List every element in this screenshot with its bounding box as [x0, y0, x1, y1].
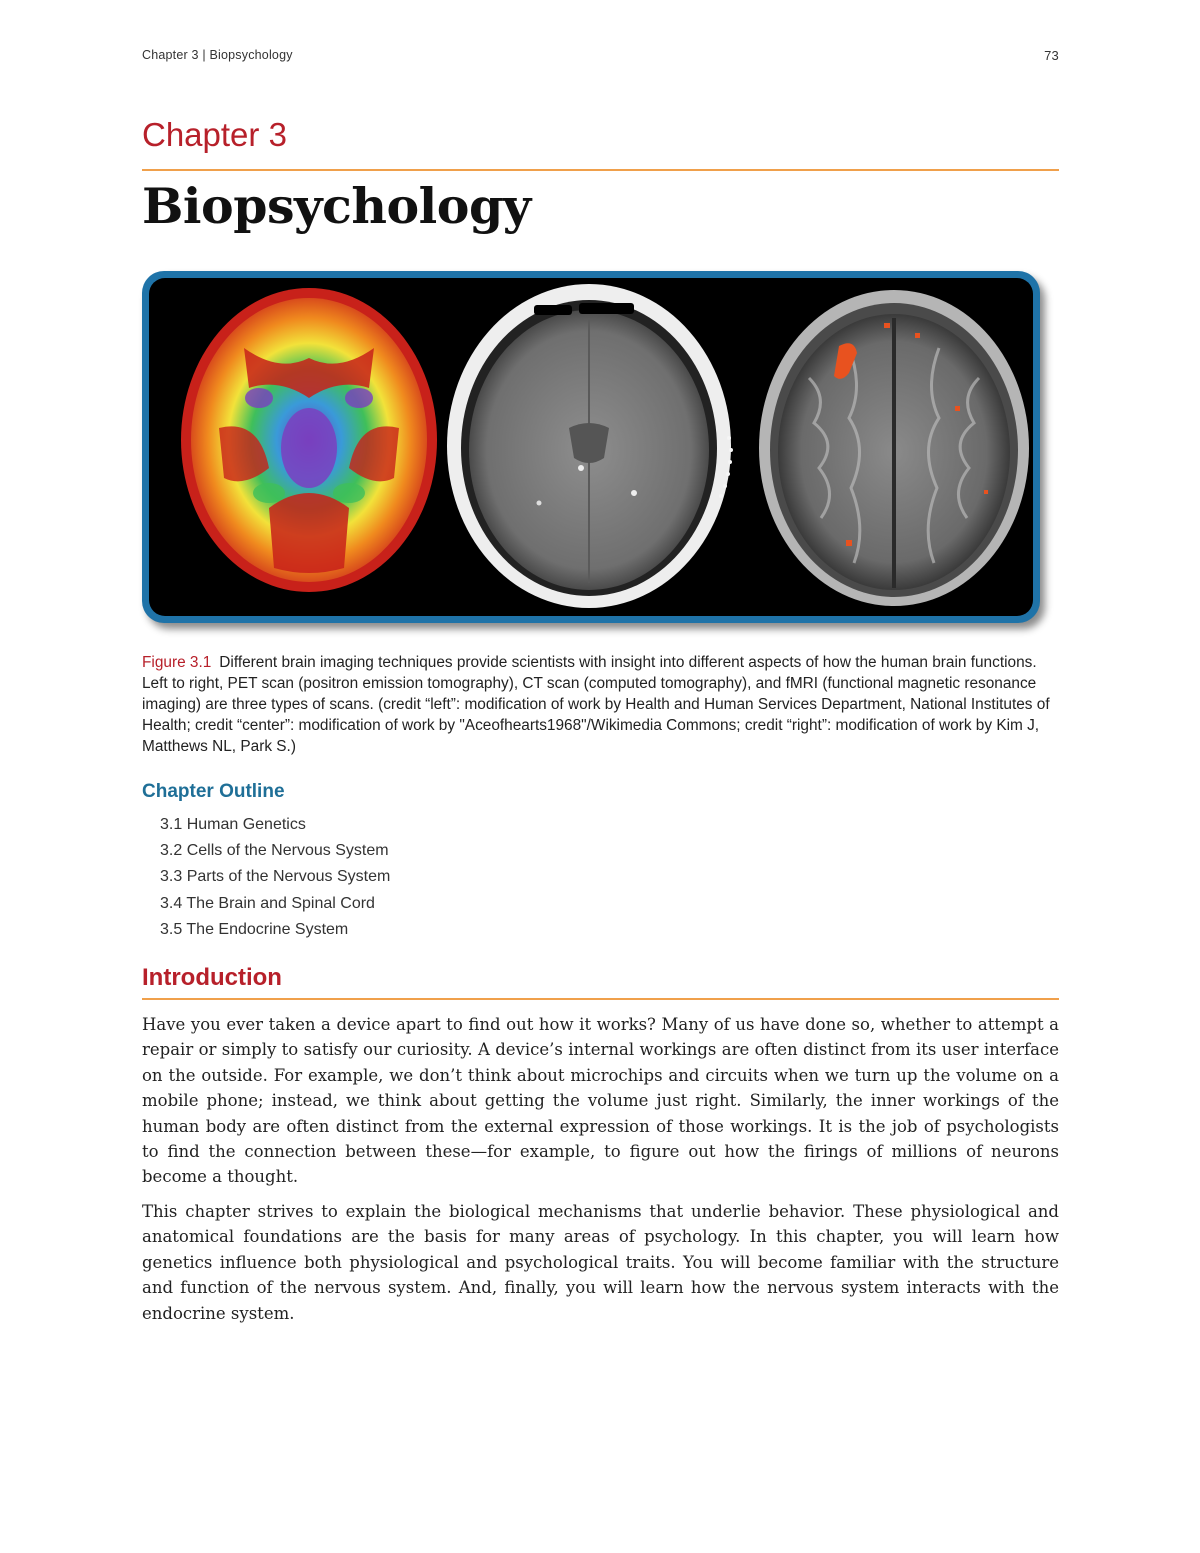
- figure-caption: [142, 652, 1059, 757]
- fmri-scan-image: [759, 290, 1029, 606]
- chapter-outline-heading: Chapter Outline: [142, 781, 285, 802]
- brain-scans-illustration: [149, 278, 1033, 616]
- introduction-rule: [142, 998, 1059, 1000]
- figure-frame: [142, 271, 1040, 623]
- outline-item[interactable]: 3.5 The Endocrine System: [160, 920, 349, 938]
- chapter-outline-list: [160, 812, 390, 943]
- pet-scan-image: [181, 288, 437, 592]
- running-header-title: Chapter 3 | Biopsychology: [142, 48, 293, 62]
- introduction-paragraph: Have you ever taken a device apart to find out how it works? Many of us have done so, whether to attempt a repair or simply to satisfy our curiosity. A device’s internal workings are often distinct from its user interface on the outside. For example, we don’t think about microchips and circuits when we turn up the volume on a mobile phone; instead, we think about getting the volume just right. Similarly, the inner workings of the human body are often distinct from the external expression of those workings. It is the job of psychologists to find the connection between these—for example, to figure out how the firings of millions of neurons become a thought.: [142, 1015, 1059, 1187]
- figure-image: [149, 278, 1033, 616]
- introduction-heading: Introduction: [142, 964, 282, 991]
- outline-item[interactable]: 3.1 Human Genetics: [160, 816, 306, 833]
- introduction-paragraph: This chapter strives to explain the biological mechanisms that underlie behavior. These physiological and anatomical foundations are the basis for many areas of psychology. In this chapter, you will learn how genetics influence both physiological and psychological traits. You will become familiar with the structure and function of the nervous system. And, finally, you will learn how the nervous system interacts with the endocrine system.: [142, 1202, 1059, 1323]
- chapter-label: Chapter 3: [142, 116, 287, 153]
- chapter-rule: [142, 169, 1059, 171]
- figure-caption-text: Different brain imaging techniques provide scientists with insight into different aspects of how the human brain functions. Left to right, PET scan (positron emission tomography), CT scan (computed tomography), and fMRI (functional magnetic resonance imaging) are three types of scans. (credit “left”: modification of work by Health and Human Services Department, National Institutes of Health; credit “center”: modification of work by "Aceofhearts1968"/Wikimedia Commons; credit “right”: modification of work by Kim J, Matthews NL, Park S.): [142, 654, 1050, 755]
- outline-item[interactable]: 3.2 Cells of the Nervous System: [160, 842, 389, 860]
- page-number: 73: [1044, 48, 1059, 63]
- ct-scan-image: [447, 284, 733, 608]
- outline-item[interactable]: 3.3 Parts of the Nervous System: [160, 868, 391, 886]
- chapter-title: Biopsychology: [142, 177, 531, 235]
- running-header: [142, 48, 1059, 66]
- figure-number: Figure 3.1: [142, 654, 212, 671]
- outline-item[interactable]: 3.4 The Brain and Spinal Cord: [160, 894, 375, 912]
